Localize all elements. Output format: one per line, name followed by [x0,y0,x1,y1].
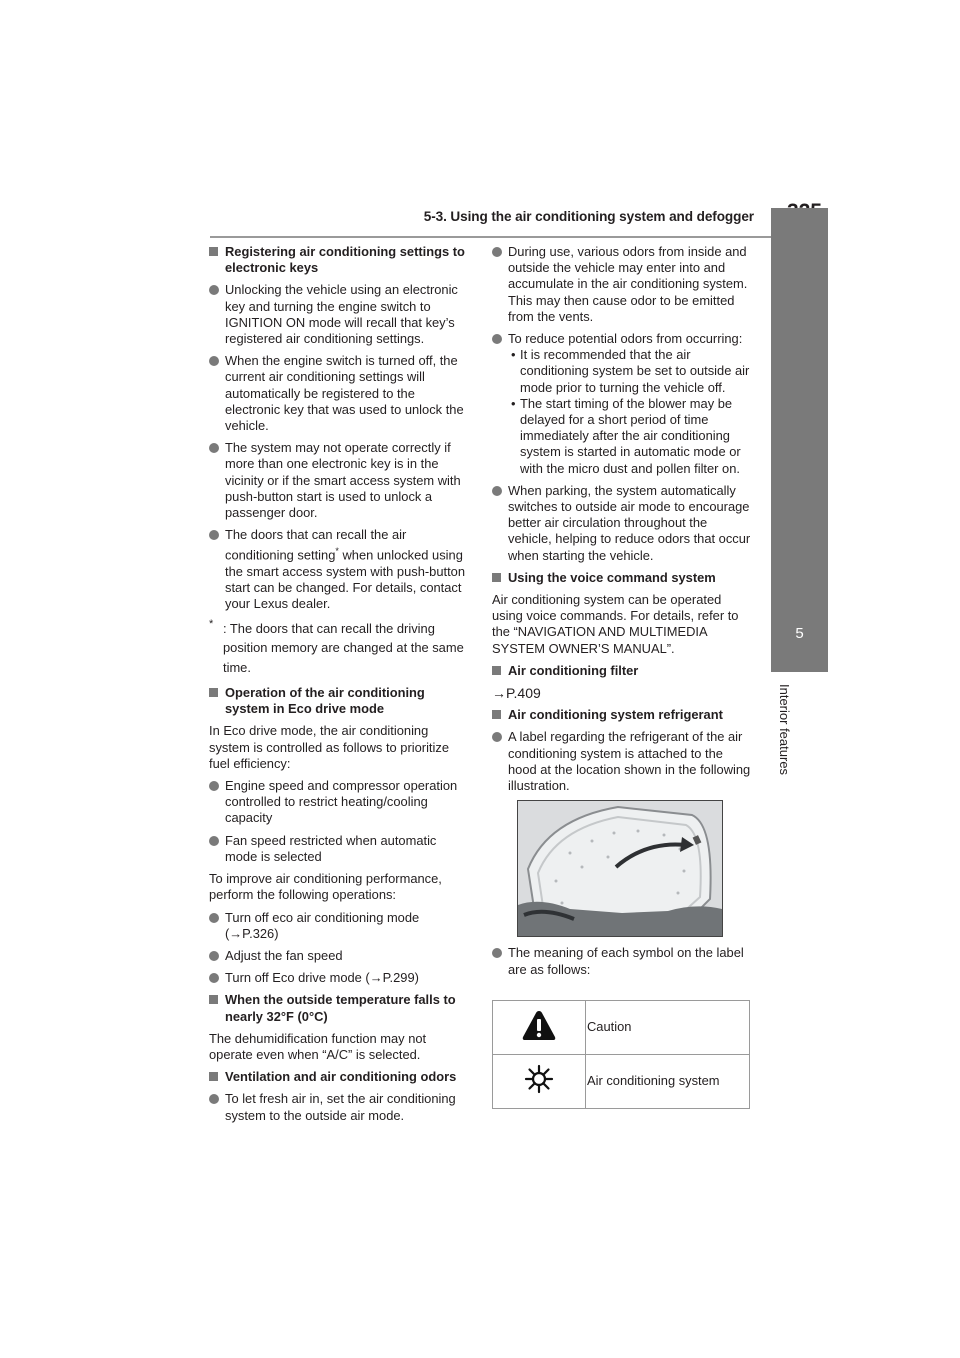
bullet-item: When parking, the system automatically switches to outside air mode to encourage better air circulation throughout the vehicle, helping to reduce odors that occur when starting the vehicle. [492,483,752,564]
hood-label-illustration [517,800,723,937]
right-column [492,244,752,1109]
section-title: 5-3. Using the air conditioning system and defogger [423,209,754,224]
heading-ventilation-odors: Ventilation and air conditioning odors [209,1069,467,1085]
bullet-item: Unlocking the vehicle using an electronic key and turning the engine switch to IGNITION ON mode will recall that key’s registered air conditioning settings. [209,282,467,347]
bullet-item: The system may not operate correctly if more than one electronic key is in the vicinity or if the smart access system with push-button start is used to unlock a passenger door. [209,440,467,521]
bullet-icon [492,732,502,742]
square-marker-icon [492,710,501,719]
paragraph: Air conditioning system can be operated using voice commands. For details, refer to the “NAVIGATION AND MULTIMEDIA SYSTEM OWNER’S MANUAL”. [492,592,739,656]
symbol-meaning: Air conditioning system [586,1054,750,1108]
bullet-icon [209,530,219,540]
bullet-icon [209,443,219,453]
square-marker-icon [209,247,218,256]
symbol-cell [493,1000,586,1054]
bullet-icon [492,486,502,496]
square-marker-icon [209,995,218,1004]
page-header [210,200,822,238]
bullet-item: To reduce potential odors from occurring: • It is recommended that the air conditioning system be set to outside air mode prior to turning the vehicle off. • The start timing of the blower may be delayed for a short period of time immediately after the air conditioning system is started in automatic mode or with the micro dust and pollen filter on. [492,331,752,477]
paragraph: In Eco drive mode, the air conditioning system is controlled as follows to prioritize fuel efficiency: [209,723,449,771]
table-row [493,1054,750,1108]
paragraph: To improve air conditioning performance, perform the following operations: [209,871,442,903]
symbol-table [492,1000,750,1109]
bullet-icon [492,334,502,344]
heading-registering: Registering air conditioning settings to electronic keys [209,244,467,276]
heading-voice-command: Using the voice command system [492,570,752,586]
snowflake-icon [524,1064,554,1094]
bullet-item: Adjust the fan speed [209,948,467,964]
chapter-label: Interior features [777,684,792,776]
chapter-number: 5 [795,625,804,642]
square-marker-icon [492,666,501,675]
heading-refrigerant: Air conditioning system refrigerant [492,707,752,723]
bullet-icon [492,247,502,257]
symbol-cell [493,1054,586,1108]
symbol-meaning: Caution [586,1000,750,1054]
bullet-item: The doors that can recall the air conditioning setting* when unlocked using the smart access system with push-button start can be changed. For details, contact your Lexus dealer. [209,527,467,612]
bullet-item: When the engine switch is turned off, the current air conditioning settings will automatically be registered to the electronic key that was used to unlock the vehicle. [209,353,467,434]
bullet-item: A label regarding the refrigerant of the air conditioning system is attached to the hood at the location shown in the following illustration. [492,729,752,794]
bullet-icon [209,781,219,791]
warning-triangle-icon [522,1009,556,1041]
heading-eco-drive: Operation of the air conditioning system in Eco drive mode [209,685,467,717]
square-marker-icon [492,573,501,582]
square-marker-icon [209,1072,218,1081]
paragraph: The dehumidification function may not operate even when “A/C” is selected. [209,1030,427,1062]
bullet-item: During use, various odors from inside and outside the vehicle may enter into and accumulate in the air conditioning system. This may then cause odor to be emitted from the vents. [492,244,752,325]
bullet-item: Turn off Eco drive mode (→P.299) [209,970,467,986]
page-reference: →P.409 [492,685,541,702]
bullet-icon [209,973,219,983]
square-marker-icon [209,688,218,697]
heading-filter: Air conditioning filter [492,663,752,679]
bullet-item: Engine speed and compressor operation controlled to restrict heating/cooling capacity [209,778,467,827]
bullet-item: Turn off eco air conditioning mode (→P.326) [209,910,467,942]
bullet-item: To let fresh air in, set the air conditioning system to the outside air mode. [209,1091,467,1123]
bullet-icon [209,913,219,923]
table-row [493,1000,750,1054]
bullet-icon [209,1094,219,1104]
footnote-mark: * [335,546,339,557]
left-column [209,244,467,1130]
bullet-icon [209,356,219,366]
chapter-tab [771,208,828,672]
sub-item: • The start timing of the blower may be delayed for a short period of time immediately after the air conditioning system is started in automatic mode or with the micro dust and pollen filter on. [511,395,741,476]
bullet-icon [209,951,219,961]
heading-outside-temperature: When the outside temperature falls to nearly 32°F (0°C) [209,992,467,1024]
footnote: * : The doors that can recall the driving position memory are changed at the same time. [209,617,464,675]
sub-item: • It is recommended that the air conditioning system be set to outside air mode prior to turning the vehicle off. [511,347,750,395]
bullet-icon [209,285,219,295]
bullet-icon [209,836,219,846]
bullet-item: The meaning of each symbol on the label are as follows: [492,945,752,977]
bullet-icon [492,948,502,958]
bullet-item: Fan speed restricted when automatic mode is selected [209,833,467,865]
